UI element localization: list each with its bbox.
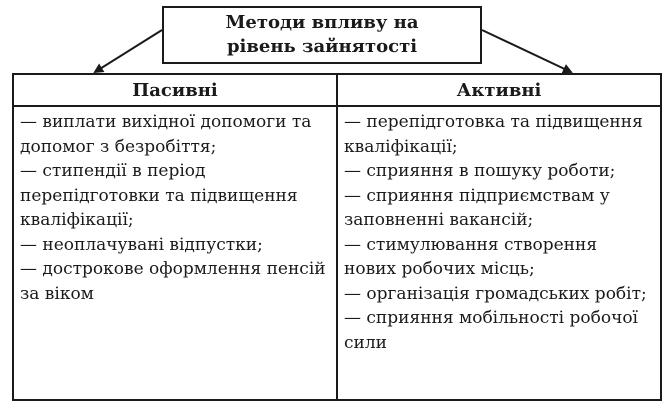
passive-item: — виплати вихідної допомоги та допомог з безробіття; xyxy=(20,112,312,157)
active-header: Активні xyxy=(338,75,660,107)
active-item: — організація громадських робіт; xyxy=(344,283,647,304)
methods-table xyxy=(12,73,662,401)
active-item: — стимулювання створення нових робочих місць; xyxy=(344,234,598,279)
title-box xyxy=(162,6,482,64)
passive-list xyxy=(14,107,336,306)
arrow-to-passive xyxy=(95,30,162,72)
active-item: — сприяння підприємствам у заповненні вакансій; xyxy=(344,185,610,230)
passive-column xyxy=(14,75,336,399)
passive-item: — дострокове оформлення пенсій за віком xyxy=(20,259,326,304)
active-list xyxy=(338,107,660,355)
active-item: — сприяння мобільності робочої сили xyxy=(344,308,638,353)
passive-item: — стипендії в період перепідготовки та підвищення кваліфікації; xyxy=(20,161,298,230)
diagram-title: Методи впливу на рівень зайнятості xyxy=(225,12,419,57)
active-column xyxy=(338,75,660,399)
passive-header: Пасивні xyxy=(14,75,336,107)
arrow-to-active xyxy=(482,30,571,72)
active-item: — сприяння в пошуку роботи; xyxy=(344,161,616,181)
active-item: — перепідготовка та підвищення кваліфікації; xyxy=(344,112,643,157)
passive-item: — неоплачувані відпустки; xyxy=(20,234,263,255)
